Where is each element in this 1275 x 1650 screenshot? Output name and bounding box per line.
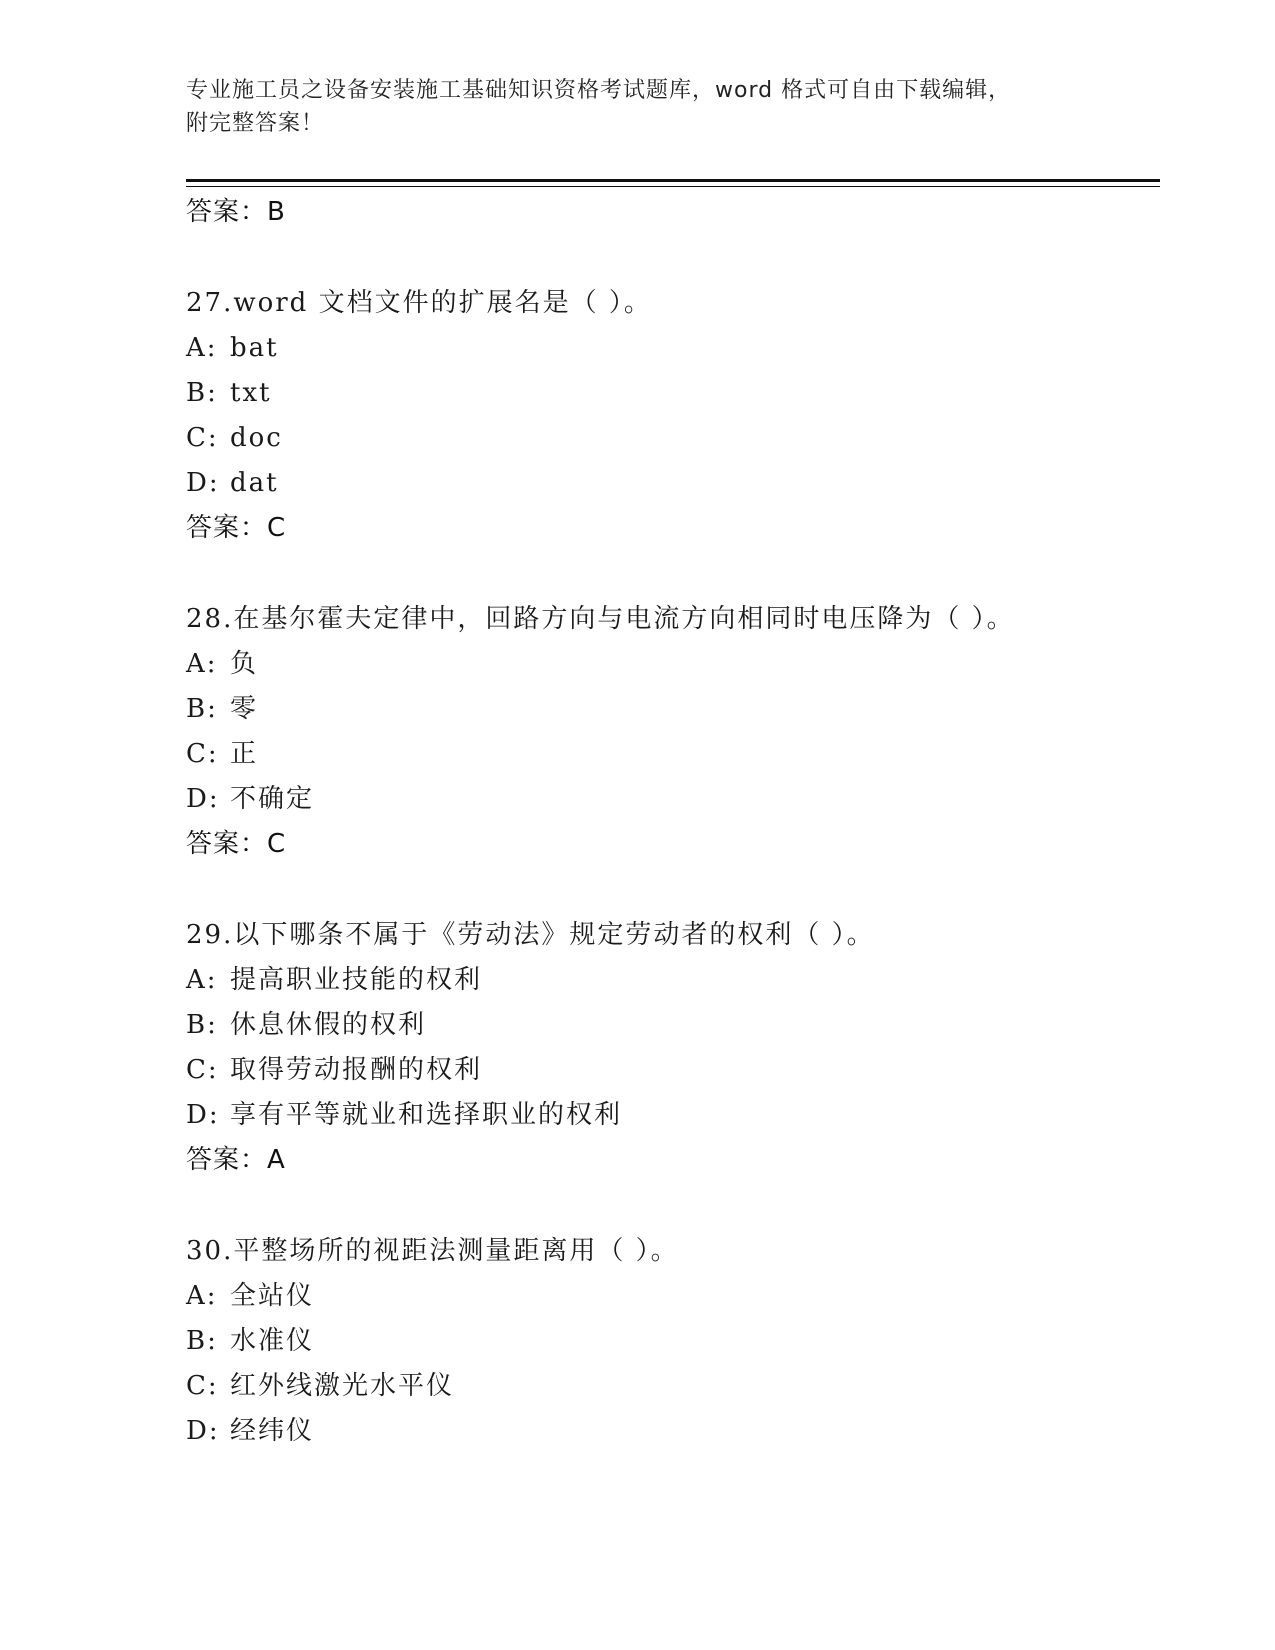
option-key: D: — [186, 468, 220, 498]
option-key: C: — [186, 423, 219, 453]
option-key: A: — [186, 1281, 218, 1311]
option-c — [186, 416, 1160, 461]
answer-label: 答案： — [186, 197, 268, 227]
option-key: D: — [186, 784, 220, 814]
option-key: B: — [186, 1010, 218, 1040]
option-c — [186, 732, 1160, 777]
option-b — [186, 1003, 1160, 1048]
option-a — [186, 326, 1160, 371]
option-a — [186, 642, 1160, 687]
question-stem: 30.平整场所的视距法测量距离用（ ）。 — [186, 1236, 679, 1266]
question-answer — [186, 822, 1160, 867]
option-key: A: — [186, 333, 218, 363]
header-rule-thin — [186, 186, 1160, 187]
option-c — [186, 1048, 1160, 1093]
option-key: C: — [186, 1371, 219, 1401]
option-text: 全站仪 — [230, 1281, 315, 1311]
option-c — [186, 1364, 1160, 1409]
question-29 — [186, 913, 1160, 1183]
option-a — [186, 958, 1160, 1003]
document-header — [186, 74, 1086, 140]
option-text: txt — [230, 378, 272, 408]
option-key: D: — [186, 1416, 220, 1446]
option-d — [186, 1409, 1160, 1454]
question-stem: 27.word 文档文件的扩展名是（ ）。 — [186, 288, 652, 318]
answer-value: B — [267, 197, 286, 227]
question-27 — [186, 281, 1160, 551]
option-b — [186, 1319, 1160, 1364]
option-text: dat — [230, 468, 279, 498]
header-line-2: 附完整答案！ — [186, 111, 325, 136]
option-text: bat — [230, 333, 279, 363]
option-text: 休息休假的权利 — [230, 1010, 427, 1040]
option-text: 享有平等就业和选择职业的权利 — [230, 1100, 623, 1130]
option-key: C: — [186, 1055, 219, 1085]
option-key: D: — [186, 1100, 220, 1130]
option-key: A: — [186, 649, 218, 679]
option-text: doc — [230, 423, 283, 453]
previous-answer — [186, 190, 1160, 235]
option-text: 负 — [230, 649, 259, 679]
option-key: B: — [186, 1326, 218, 1356]
question-28 — [186, 597, 1160, 867]
answer-value: C — [267, 829, 287, 859]
option-text: 零 — [230, 694, 259, 724]
option-b — [186, 687, 1160, 732]
answer-label: 答案： — [186, 513, 268, 543]
option-text: 水准仪 — [230, 1326, 315, 1356]
option-key: B: — [186, 694, 218, 724]
option-text: 提高职业技能的权利 — [230, 965, 483, 995]
answer-value: A — [267, 1145, 286, 1175]
answer-value: C — [267, 513, 287, 543]
question-stem: 29.以下哪条不属于《劳动法》规定劳动者的权利（ ）。 — [186, 920, 875, 950]
answer-label: 答案： — [186, 1145, 268, 1175]
option-text: 不确定 — [230, 784, 315, 814]
question-list — [186, 190, 1160, 1454]
option-d — [186, 461, 1160, 506]
option-key: A: — [186, 965, 218, 995]
option-key: B: — [186, 378, 218, 408]
option-a — [186, 1274, 1160, 1319]
answer-label: 答案： — [186, 829, 268, 859]
option-b — [186, 371, 1160, 416]
header-rule-thick — [186, 179, 1160, 182]
question-answer — [186, 506, 1160, 551]
option-text: 正 — [230, 739, 259, 769]
question-30 — [186, 1229, 1160, 1454]
option-d — [186, 1093, 1160, 1138]
question-answer — [186, 1138, 1160, 1183]
option-d — [186, 777, 1160, 822]
header-line-1: 专业施工员之设备安装施工基础知识资格考试题库，word 格式可自由下载编辑， — [186, 78, 1012, 103]
option-text: 红外线激光水平仪 — [230, 1371, 455, 1401]
question-stem: 28.在基尔霍夫定律中，回路方向与电流方向相同时电压降为（ ）。 — [186, 604, 1015, 634]
option-text: 取得劳动报酬的权利 — [230, 1055, 483, 1085]
option-key: C: — [186, 739, 219, 769]
option-text: 经纬仪 — [230, 1416, 315, 1446]
